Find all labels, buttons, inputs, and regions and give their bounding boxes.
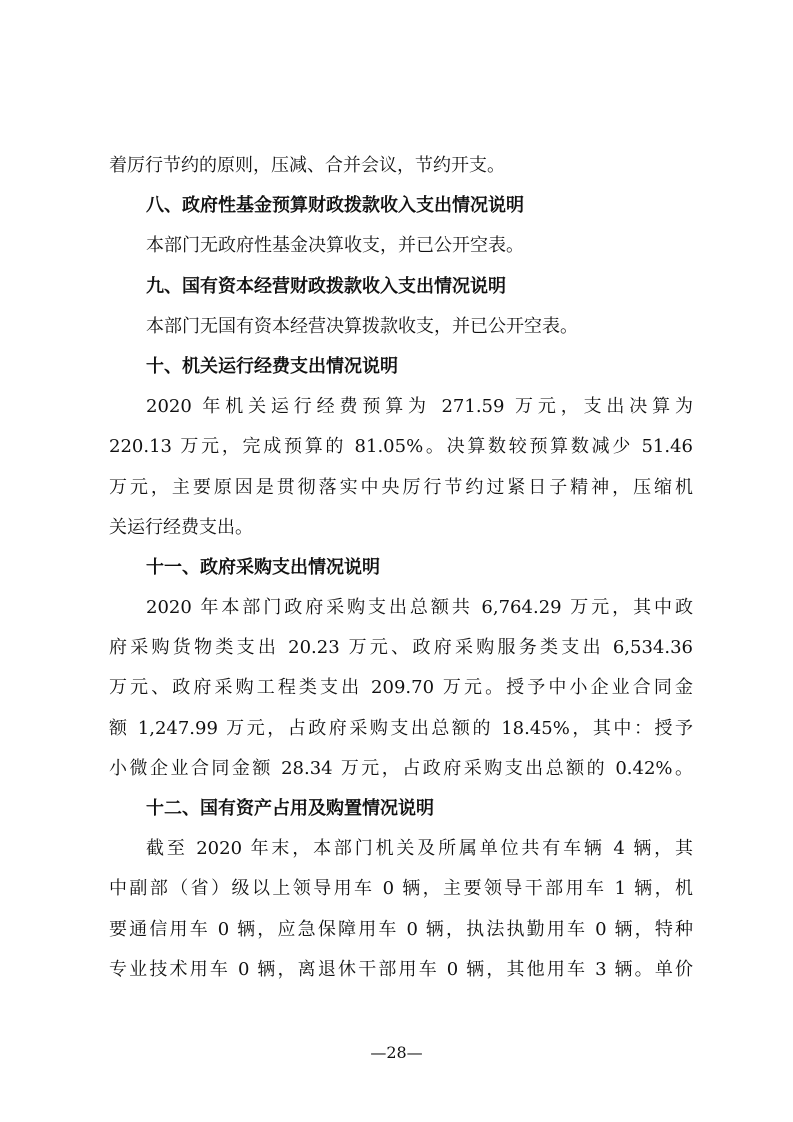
text-line: 万元、政府采购工程类支出 209.70 万元。授予中小企业合同金	[109, 677, 693, 699]
section-heading: 十、机关运行经费支出情况说明	[146, 355, 398, 377]
section-heading: 八、政府性基金预算财政拨款收入支出情况说明	[146, 195, 524, 217]
page-number: —28—	[370, 1043, 423, 1062]
text-line: 本部门无国有资本经营决算拨款收支，并已公开空表。	[146, 315, 578, 337]
text-line: 关运行经费支出。	[109, 516, 253, 538]
text-line: 专业技术用车 0 辆，离退休干部用车 0 辆，其他用车 3 辆。单价	[109, 958, 693, 980]
text-line: 2020 年机关运行经费预算为 271.59 万元，支出决算为	[146, 396, 693, 418]
section-heading: 十一、政府采购支出情况说明	[146, 556, 380, 578]
text-line: 着厉行节约的原则，压减、合并会议，节约开支。	[109, 155, 505, 176]
text-line: 小微企业合同金额 28.34 万元，占政府采购支出总额的 0.42%。	[109, 757, 693, 779]
text-line: 府采购货物类支出 20.23 万元、政府采购服务类支出 6,534.36	[109, 637, 693, 659]
text-line: 万元，主要原因是贯彻落实中央厉行节约过紧日子精神，压缩机	[109, 476, 693, 498]
section-heading: 九、国有资本经营财政拨款收入支出情况说明	[146, 275, 506, 297]
text-line: 要通信用车 0 辆，应急保障用车 0 辆，执法执勤用车 0 辆，特种	[109, 918, 693, 940]
text-line: 220.13 万元，完成预算的 81.05%。决算数较预算数减少 51.46	[109, 436, 693, 458]
text-line: 额 1,247.99 万元，占政府采购支出总额的 18.45%，其中：授予	[109, 717, 693, 739]
text-line: 本部门无政府性基金决算收支，并已公开空表。	[146, 235, 524, 257]
text-line: 截至 2020 年末，本部门机关及所属单位共有车辆 4 辆，其	[146, 838, 693, 860]
text-line: 2020 年本部门政府采购支出总额共 6,764.29 万元，其中政	[146, 597, 693, 619]
document-body	[109, 146, 693, 990]
text-line: 中副部（省）级以上领导用车 0 辆，主要领导干部用车 1 辆，机	[109, 878, 693, 900]
section-heading: 十二、国有资产占用及购置情况说明	[146, 798, 434, 819]
